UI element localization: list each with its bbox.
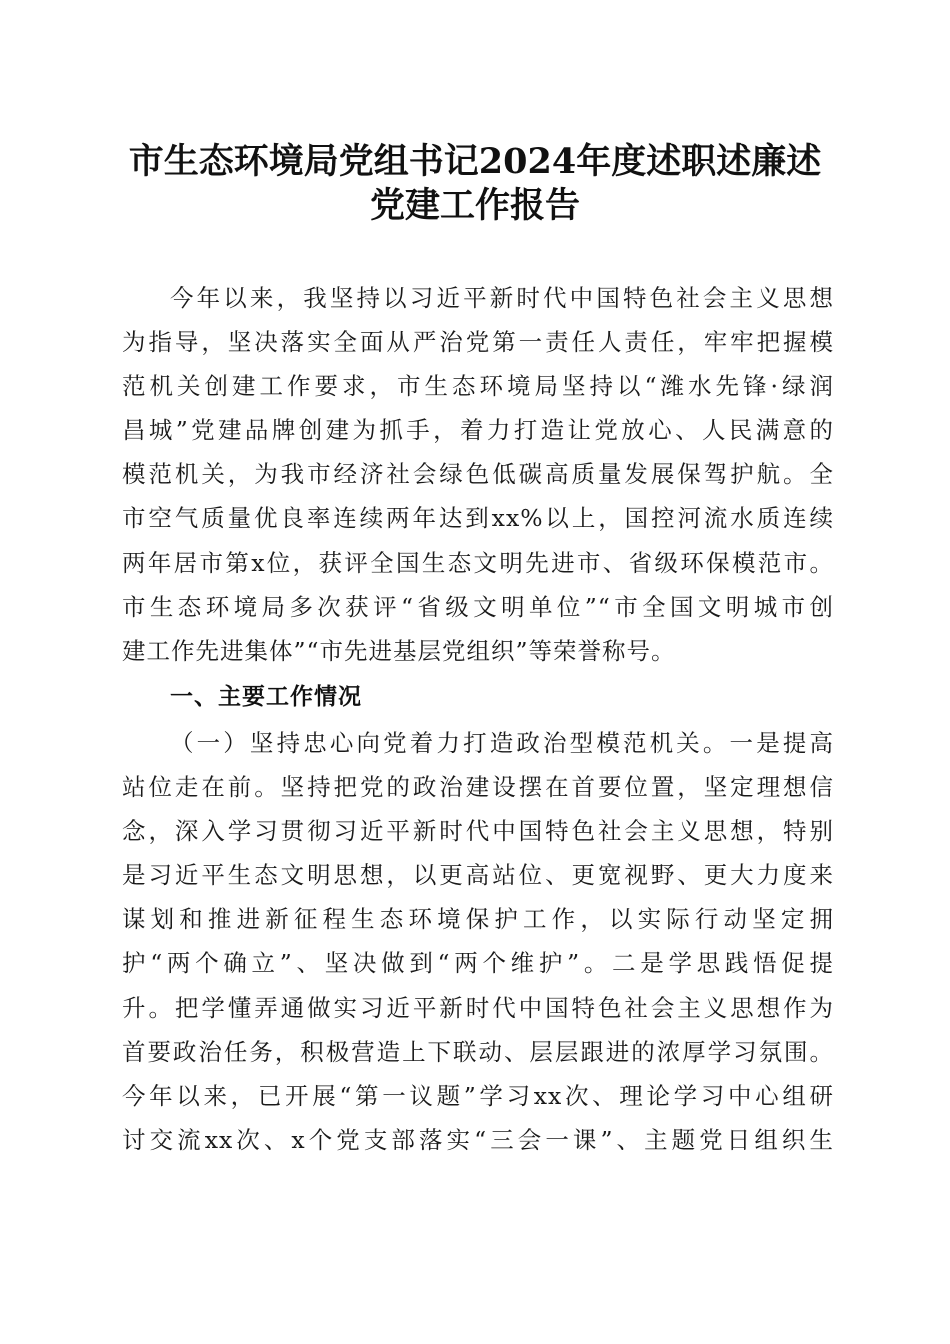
paragraph-line: 建工作先进集体”“市先进基层党组织”等荣誉称号。 [122, 637, 676, 665]
paragraph-line: 护“两个确立”、坚决做到“两个维护”。二是学思践悟促提 [122, 949, 834, 977]
paragraph-line: 市空气质量优良率连续两年达到xx%以上，国控河流水质连续 [122, 504, 834, 532]
paragraph-line: 念，深入学习贯彻习近平新时代中国特色社会主义思想，特别 [122, 817, 834, 845]
paragraph-line: 为指导，坚决落实全面从严治党第一责任人责任，牢牢把握模 [122, 328, 834, 356]
paragraph-line: 首要政治任务，积极营造上下联动、层层跟进的浓厚学习氛围。 [122, 1038, 834, 1066]
document-title-line-1: 市生态环境局党组书记2024年度述职述廉述 [128, 141, 822, 182]
paragraph-line: 市生态环境局多次获评“省级文明单位”“市全国文明城市创 [122, 593, 834, 621]
paragraph-line: 升。把学懂弄通做实习近平新时代中国特色社会主义思想作为 [122, 994, 834, 1022]
paragraph-line: 讨交流xx次、x个党支部落实“三会一课”、主题党日组织生 [122, 1126, 834, 1154]
paragraph-line: 范机关创建工作要求，市生态环境局坚持以“潍水先锋·绿润 [122, 372, 834, 400]
paragraph-line: 站位走在前。坚持把党的政治建设摆在首要位置，坚定理想信 [122, 773, 834, 801]
paragraph-line: 是习近平生态文明思想，以更高站位、更宽视野、更大力度来 [122, 861, 834, 889]
paragraph-line: 昌城”党建品牌创建为抓手，着力打造让党放心、人民满意的 [122, 416, 834, 444]
paragraph-line: 今年以来，我坚持以习近平新时代中国特色社会主义思想 [170, 284, 834, 312]
document-title-line-2: 党建工作报告 [369, 185, 580, 226]
section-heading: 一、主要工作情况 [170, 684, 362, 710]
paragraph-line: 谋划和推进新征程生态环境保护工作，以实际行动坚定拥 [122, 905, 834, 933]
paragraph-line: （一）坚持忠心向党着力打造政治型模范机关。一是提高 [170, 729, 834, 757]
paragraph-line: 两年居市第x位，获评全国生态文明先进市、省级环保模范市。 [122, 549, 834, 577]
paragraph-line: 模范机关，为我市经济社会绿色低碳高质量发展保驾护航。全 [122, 460, 834, 488]
paragraph-line: 今年以来，已开展“第一议题”学习xx次、理论学习中心组研 [122, 1082, 834, 1110]
